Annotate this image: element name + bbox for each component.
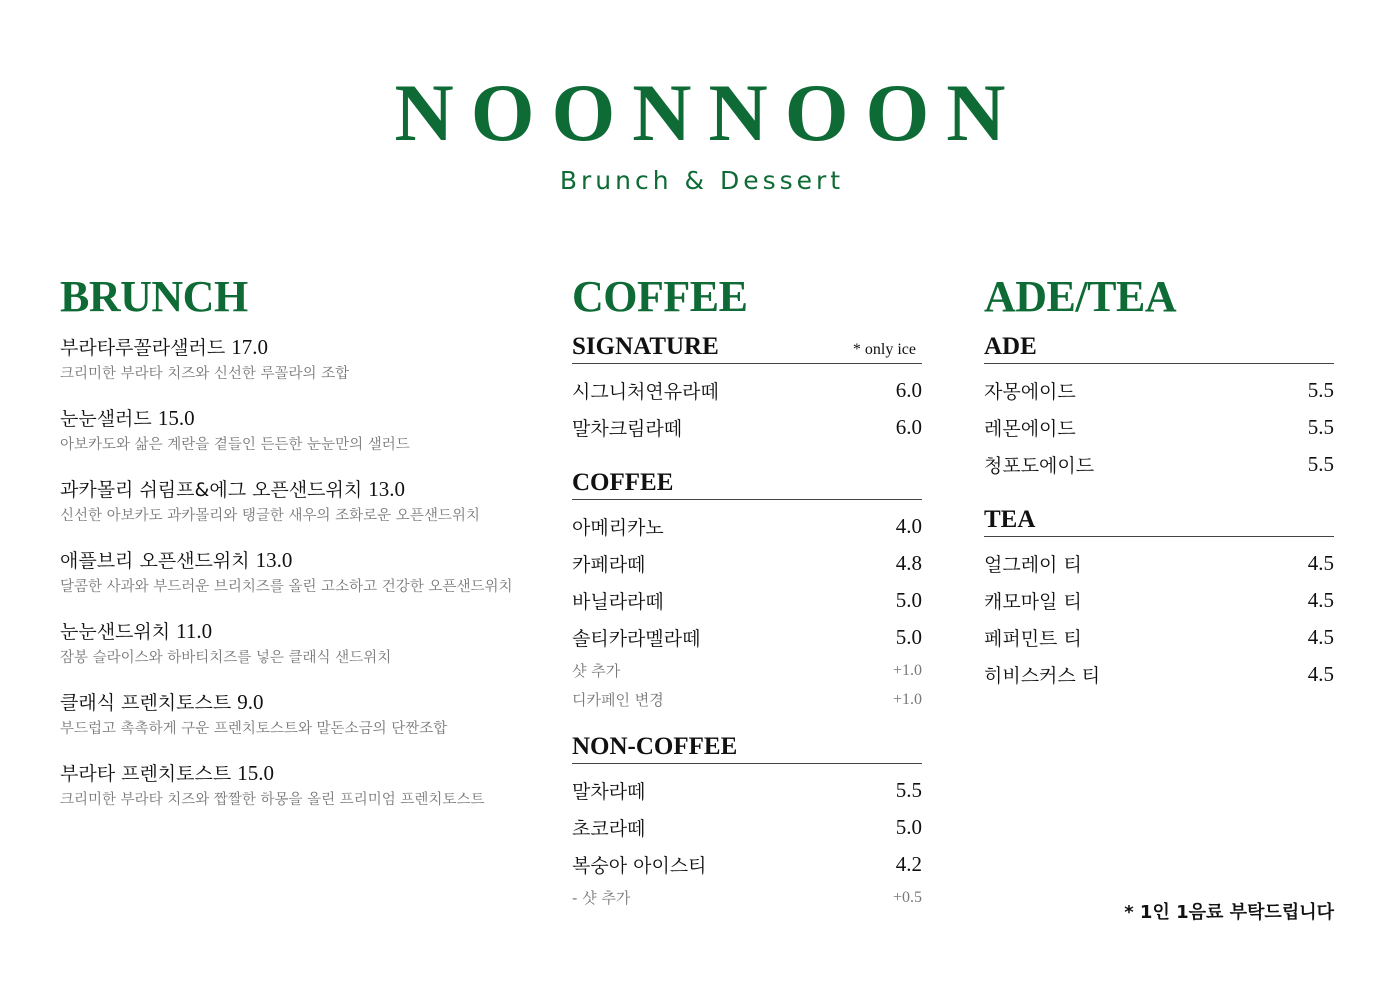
noncoffee-section bbox=[572, 734, 922, 912]
item-price: 5.0 bbox=[895, 588, 922, 612]
brand-logo: NOONNOON bbox=[394, 67, 1023, 158]
item-price: 5.5 bbox=[1307, 378, 1334, 402]
item-price: 4.0 bbox=[895, 514, 922, 538]
brand-subtitle: Brunch & Dessert bbox=[559, 166, 845, 195]
item-name: 히비스커스 티 bbox=[984, 665, 1101, 687]
item-price: 13.0 bbox=[368, 477, 406, 501]
item-price: 4.5 bbox=[1307, 625, 1334, 649]
brunch-item-name bbox=[60, 618, 540, 645]
brunch-item bbox=[60, 618, 540, 669]
brunch-column bbox=[60, 274, 540, 831]
brunch-item-name bbox=[60, 334, 540, 361]
item-price: 5.5 bbox=[1307, 452, 1334, 476]
extra-name: - 샷 추가 bbox=[572, 889, 631, 907]
menu-row bbox=[984, 372, 1334, 409]
item-name: 레몬에이드 bbox=[984, 418, 1076, 440]
item-name: 복숭아 아이스티 bbox=[572, 855, 707, 877]
section-header bbox=[572, 470, 922, 500]
item-name: 바닐라라떼 bbox=[572, 591, 664, 613]
item-price: 4.2 bbox=[895, 852, 922, 876]
item-price: 15.0 bbox=[157, 406, 195, 430]
brunch-item bbox=[60, 476, 540, 527]
menu-row bbox=[984, 582, 1334, 619]
item-price: 5.0 bbox=[895, 815, 922, 839]
section-rows bbox=[572, 364, 922, 446]
item-name: 페퍼민트 티 bbox=[984, 628, 1082, 650]
item-price: 6.0 bbox=[895, 415, 922, 439]
section-rows bbox=[572, 764, 922, 912]
brunch-item bbox=[60, 689, 540, 740]
section-header bbox=[572, 334, 922, 364]
brunch-item-name bbox=[60, 689, 540, 716]
ade-section bbox=[984, 334, 1334, 483]
item-name: 눈눈샌드위치 bbox=[60, 621, 171, 643]
item-price: 5.5 bbox=[1307, 415, 1334, 439]
brunch-title: BRUNCH bbox=[60, 272, 248, 321]
menu-row bbox=[984, 545, 1334, 582]
item-description: 아보카도와 삶은 계란을 곁들인 든든한 눈눈만의 샐러드 bbox=[60, 437, 410, 453]
menu-row bbox=[572, 409, 922, 446]
brunch-item bbox=[60, 547, 540, 598]
item-name: 청포도에이드 bbox=[984, 455, 1095, 477]
item-description: 잠봉 슬라이스와 하바티치즈를 넣은 클래식 샌드위치 bbox=[60, 650, 392, 666]
section-title: ADE bbox=[984, 333, 1037, 360]
extra-row bbox=[572, 685, 922, 714]
item-price: 11.0 bbox=[176, 619, 213, 643]
item-description: 크리미한 부라타 치즈와 신선한 루꼴라의 조합 bbox=[60, 366, 350, 382]
item-price: 15.0 bbox=[237, 761, 275, 785]
item-price: 17.0 bbox=[231, 335, 268, 359]
section-header bbox=[984, 507, 1334, 537]
item-price: 4.5 bbox=[1307, 588, 1334, 612]
section-note: * only ice bbox=[852, 341, 916, 358]
menu-row bbox=[984, 656, 1334, 693]
item-name: 솔티카라멜라떼 bbox=[572, 628, 701, 650]
menu-row bbox=[572, 372, 922, 409]
section-rows bbox=[572, 500, 922, 714]
menu-row bbox=[984, 446, 1334, 483]
menu-row bbox=[572, 582, 922, 619]
brunch-item bbox=[60, 760, 540, 811]
brunch-item-name bbox=[60, 547, 540, 574]
coffee-title: COFFEE bbox=[572, 272, 748, 321]
item-price: 6.0 bbox=[895, 378, 922, 402]
brunch-item bbox=[60, 334, 540, 385]
item-name: 눈눈샐러드 bbox=[60, 408, 152, 430]
item-name: 카페라떼 bbox=[572, 554, 646, 576]
item-price: 5.0 bbox=[895, 625, 922, 649]
menu-row bbox=[572, 619, 922, 656]
item-name: 클래식 프렌치토스트 bbox=[60, 692, 232, 714]
signature-section bbox=[572, 334, 922, 446]
section-title: NON-COFFEE bbox=[572, 733, 738, 760]
section-title: COFFEE bbox=[572, 469, 674, 496]
item-price: 4.5 bbox=[1307, 662, 1334, 686]
extra-row bbox=[572, 656, 922, 685]
section-rows bbox=[984, 364, 1334, 483]
section-rows bbox=[984, 537, 1334, 693]
item-name: 애플브리 오픈샌드위치 bbox=[60, 550, 250, 572]
menu-row bbox=[572, 545, 922, 582]
item-name: 얼그레이 티 bbox=[984, 554, 1082, 576]
menu-row bbox=[572, 846, 922, 883]
extra-name: 샷 추가 bbox=[572, 662, 621, 680]
item-name: 부라타루꼴라샐러드 bbox=[60, 337, 226, 359]
item-name: 시그니처연유라떼 bbox=[572, 381, 719, 403]
item-name: 과카몰리 쉬림프&에그 오픈샌드위치 bbox=[60, 479, 363, 501]
item-name: 말차크림라떼 bbox=[572, 418, 683, 440]
coffee-column bbox=[572, 274, 922, 912]
item-price: 13.0 bbox=[255, 548, 293, 572]
brunch-item-name bbox=[60, 476, 540, 503]
item-description: 부드럽고 촉촉하게 구운 프렌치토스트와 말돈소금의 단짠조합 bbox=[60, 721, 448, 737]
item-price: 4.8 bbox=[895, 551, 922, 575]
extra-name: 디카페인 변경 bbox=[572, 691, 664, 709]
extra-price: +0.5 bbox=[892, 888, 922, 906]
adetea-title: ADE/TEA bbox=[984, 272, 1177, 321]
item-price: 5.5 bbox=[895, 778, 922, 802]
extra-price: +1.0 bbox=[892, 661, 922, 679]
item-name: 부라타 프렌치토스트 bbox=[60, 763, 232, 785]
item-name: 캐모마일 티 bbox=[984, 591, 1082, 613]
item-name: 자몽에이드 bbox=[984, 381, 1076, 403]
coffee-section bbox=[572, 470, 922, 714]
section-header bbox=[984, 334, 1334, 364]
menu-row bbox=[572, 508, 922, 545]
item-name: 말차라떼 bbox=[572, 781, 646, 803]
section-title: SIGNATURE bbox=[572, 333, 719, 360]
item-name: 아메리카노 bbox=[572, 517, 664, 539]
menu-row bbox=[984, 619, 1334, 656]
adetea-column bbox=[984, 274, 1334, 693]
brunch-item-name bbox=[60, 405, 540, 432]
section-title: TEA bbox=[984, 506, 1036, 533]
extra-row bbox=[572, 883, 922, 912]
item-description: 크리미한 부라타 치즈와 짭짤한 하몽을 올린 프리미엄 프렌치토스트 bbox=[60, 792, 485, 808]
item-name: 초코라떼 bbox=[572, 818, 646, 840]
extra-price: +1.0 bbox=[892, 690, 922, 708]
brunch-list bbox=[60, 334, 540, 811]
item-description: 달콤한 사과와 부드러운 브리치즈를 올린 고소하고 건강한 오픈샌드위치 bbox=[60, 579, 513, 595]
menu-row bbox=[572, 809, 922, 846]
item-price: 4.5 bbox=[1307, 551, 1334, 575]
brunch-item bbox=[60, 405, 540, 456]
menu-row bbox=[984, 409, 1334, 446]
item-price: 9.0 bbox=[237, 690, 264, 714]
menu-row bbox=[572, 772, 922, 809]
footnote: * 1인 1음료 부탁드립니다 bbox=[1124, 902, 1334, 923]
tea-section bbox=[984, 507, 1334, 693]
brunch-item-name bbox=[60, 760, 540, 787]
item-description: 신선한 아보카도 과카몰리와 탱글한 새우의 조화로운 오픈샌드위치 bbox=[60, 508, 480, 524]
section-header bbox=[572, 734, 922, 764]
